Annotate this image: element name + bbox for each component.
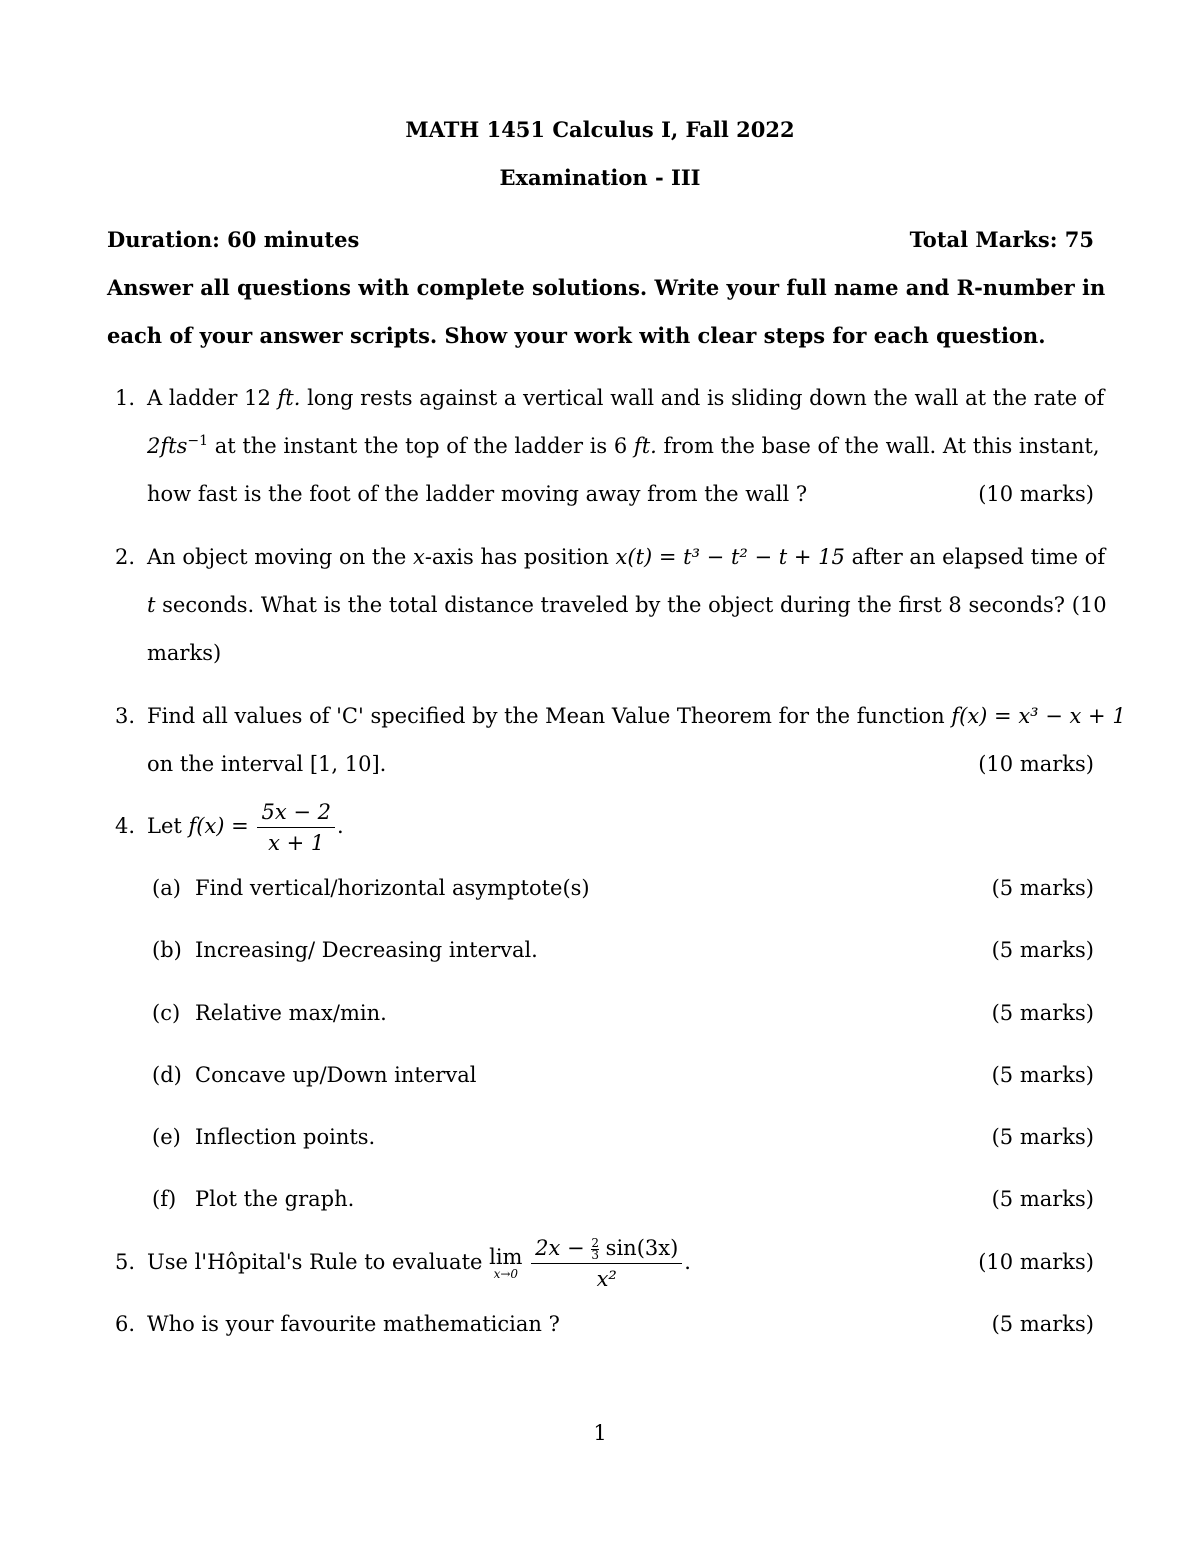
question-2-line-1: An object moving on the x-axis has position x(t) = t³ − t² − t + 15 after an elapsed time of (147, 545, 1106, 569)
question-6-marks: (5 marks) (991, 1312, 1094, 1336)
question-6-number: 6. (115, 1312, 136, 1336)
duration-label: Duration: 60 minutes (107, 227, 360, 252)
part-a-text: Find vertical/horizontal asymptote(s) (195, 876, 590, 900)
part-d-text: Concave up/Down interval (195, 1063, 477, 1087)
question-2-line-2: t seconds. What is the total distance traveled by the object during the first 8 seconds? (10 (147, 593, 1107, 617)
part-b-label: (b) (152, 938, 182, 962)
fraction-numerator: 5x − 2 (257, 797, 335, 828)
part-f-label: (f) (152, 1187, 177, 1211)
part-a-marks: (5 marks) (991, 876, 1094, 900)
question-1-marks: (10 marks) (978, 482, 1094, 506)
page-number: 1 (593, 1421, 607, 1445)
part-f-text: Plot the graph. (195, 1187, 355, 1211)
question-4-definition: Let f(x) = $\frac{5x - 2}{x + 1}$ . (147, 796, 344, 858)
fraction-numerator: 2x − $\frac{2}{3}$ sin(3x) (531, 1233, 682, 1264)
question-2-line-3: marks) (147, 641, 222, 665)
question-1-line-3: how fast is the foot of the ladder moving away from the wall ? (147, 482, 808, 506)
instructions-line-2: each of your answer scripts. Show your work with clear steps for each question. (107, 323, 1046, 348)
question-2-number: 2. (115, 545, 136, 569)
question-3-marks: (10 marks) (978, 752, 1094, 776)
fraction-denominator: x + 1 (268, 831, 325, 855)
question-4-number: 4. (115, 814, 136, 838)
exam-title: Examination - III (499, 165, 701, 190)
part-d-marks: (5 marks) (991, 1063, 1094, 1087)
question-1-line-1: A ladder 12 ft. long rests against a vertical wall and is sliding down the wall at the rate of (147, 386, 1105, 410)
question-5-marks: (10 marks) (978, 1250, 1094, 1274)
part-c-label: (c) (152, 1001, 181, 1025)
question-4-fraction (257, 797, 335, 858)
part-d-label: (d) (152, 1063, 182, 1087)
part-b-text: Increasing/ Decreasing interval. (195, 938, 538, 962)
part-e-text: Inflection points. (195, 1125, 376, 1149)
part-b-marks: (5 marks) (991, 938, 1094, 962)
question-1-number: 1. (115, 386, 136, 410)
question-3-line-1: Find all values of 'C' specified by the Mean Value Theorem for the function f(x) = x³ − x + 1 (147, 704, 1126, 728)
part-f-marks: (5 marks) (991, 1187, 1094, 1211)
question-1-line-2: 2fts$^{-1}$ at the instant the top of the ladder is 6 ft. from the base of the wall. At this instant, (147, 433, 1100, 458)
course-title: MATH 1451 Calculus I, Fall 2022 (405, 117, 795, 142)
question-5-expression: Use l'Hôpital's Rule to evaluate lim x→0 2x − $\frac{2}{3}$ sin(3x) x² . (147, 1232, 691, 1294)
question-3-number: 3. (115, 704, 136, 728)
part-c-marks: (5 marks) (991, 1001, 1094, 1025)
part-a-label: (a) (152, 876, 181, 900)
limit-operator: lim x→0 (489, 1244, 523, 1281)
total-marks-label: Total Marks: 75 (909, 227, 1094, 252)
fraction-denominator: x² (596, 1267, 617, 1291)
part-e-marks: (5 marks) (991, 1125, 1094, 1149)
question-5-fraction (531, 1233, 682, 1294)
part-e-label: (e) (152, 1125, 181, 1149)
part-c-text: Relative max/min. (195, 1001, 387, 1025)
question-5-number: 5. (115, 1250, 136, 1274)
question-3-line-2: on the interval [1, 10]. (147, 752, 387, 776)
instructions-line-1: Answer all questions with complete solutions. Write your full name and R-number in (107, 275, 1106, 300)
question-6-text: Who is your favourite mathematician ? (147, 1312, 560, 1336)
